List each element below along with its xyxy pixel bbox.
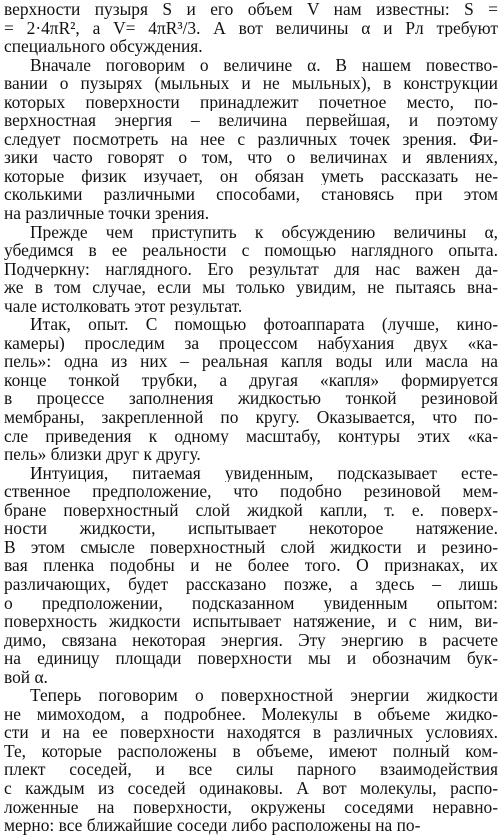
text-line: бране поверхностный слой жидкой капли, т. е. поверх- <box>4 500 498 520</box>
text-line: сколькими различными способами, становясь при этом <box>4 185 498 205</box>
text-line: на единицу площади поверхности мы и обозначим бук- <box>4 649 498 668</box>
text-line: камеры) проследим за процессом набухания двух «ка- <box>4 333 498 353</box>
text-line: Итак, опыт. С помощью фотоаппарата (лучше, кино- <box>30 315 498 334</box>
text-line: В этом смысле поверхностный слой жидкости и резино- <box>4 537 498 557</box>
text-line: Подчеркну: наглядного. Его результат для нас важен да- <box>4 259 498 279</box>
text-line: = 2·4πR², а V= 4πR³/3. А вот величины α и Pл требуют <box>4 18 498 38</box>
text-line: специального обсуждения. <box>4 37 203 56</box>
text-line: не мимоходом, а подробнее. Молекулы в объеме жидко- <box>4 704 498 724</box>
paragraph <box>4 223 498 316</box>
text-line: вая пленка подобны и не более того. О признаках, их <box>4 556 498 575</box>
text-line: Те, которые расположены в объеме, имеют полный ком- <box>4 741 498 761</box>
text-line: вой α. <box>4 667 48 687</box>
text-line: которых поверхности принадлежит почетное место, по- <box>4 92 498 112</box>
text-line: Интуиция, питаемая увиденным, подсказывает есте- <box>30 463 498 483</box>
text-line: следует посмотреть на нее с различных точек зрения. Фи- <box>4 129 498 149</box>
text-line: пель»: одна из них – реальная капля воды или масла на <box>4 352 498 371</box>
text-line: пель» близки друг к другу. <box>4 445 201 464</box>
text-line: Вначале поговорим о величине α. В нашем повество- <box>30 55 498 75</box>
document-page <box>4 0 498 835</box>
text-line: ности жидкости, испытывает некоторое натяжение. <box>4 519 498 538</box>
text-line: верхности пузыря S и его объем V нам известны: S = <box>4 0 498 19</box>
text-line: мерно: все ближайшие соседи либо расположены на по- <box>4 816 421 835</box>
text-line: поверхность жидкости испытывает натяжение, и с ним, ви- <box>4 612 498 631</box>
text-line: вании о пузырях (мыльных и не мыльных), в конструкции <box>4 74 498 93</box>
text-line: различающих, будет рассказано позже, а здесь – лишь <box>4 574 498 594</box>
text-line: Прежде чем приступить к обсуждению величины α, <box>30 222 498 242</box>
text-line: на различные точки зрения. <box>4 204 210 223</box>
text-line: ложенные на поверхности, окружены соседями неравно- <box>4 797 498 817</box>
text-line: мембраны, закрепленной по кругу. Оказывается, что по- <box>4 408 498 427</box>
text-line: верхностная энергия – величина первейшая, и поэтому <box>4 111 498 130</box>
text-line: же в том случае, если мы только увидим, не пытаясь вна- <box>4 278 498 297</box>
text-line: зики часто говорят о том, что о величинах и явлениях, <box>4 148 498 167</box>
text-line: димо, связана некоторая энергия. Эту энергию в расчете <box>4 630 498 650</box>
paragraph <box>4 56 498 223</box>
text-line: Теперь поговорим о поверхностной энергии жидкости <box>30 686 498 705</box>
paragraph <box>4 315 498 463</box>
text-line: сле приведения к одному масштабу, контуры этих «ка- <box>4 426 498 446</box>
text-line: убедимся в ее реальности с помощью наглядного опыта. <box>4 241 498 260</box>
text-line: с каждым из соседей одинаковы. А вот молекулы, распо- <box>4 778 498 798</box>
paragraph <box>4 464 498 687</box>
paragraph <box>4 0 498 56</box>
text-line: о предположении, подсказанном увиденным опытом: <box>4 593 498 613</box>
text-line: ственное предположение, что подобно резиновой мем- <box>4 482 498 501</box>
text-line: плект соседей, и все силы парного взаимодействия <box>4 760 498 779</box>
text-line: которые физик изучает, он обязан уметь рассказать не- <box>4 166 498 186</box>
text-line: конце тонкой трубки, а другая «капля» формируется <box>4 370 498 390</box>
paragraph <box>4 686 498 834</box>
text-line: сти и на ее поверхности находятся в различных условиях. <box>4 723 498 742</box>
text-line: в процессе заполнения жидкостью тонкой резиновой <box>4 389 498 409</box>
text-line: чале истолковать этот результат. <box>4 296 243 316</box>
